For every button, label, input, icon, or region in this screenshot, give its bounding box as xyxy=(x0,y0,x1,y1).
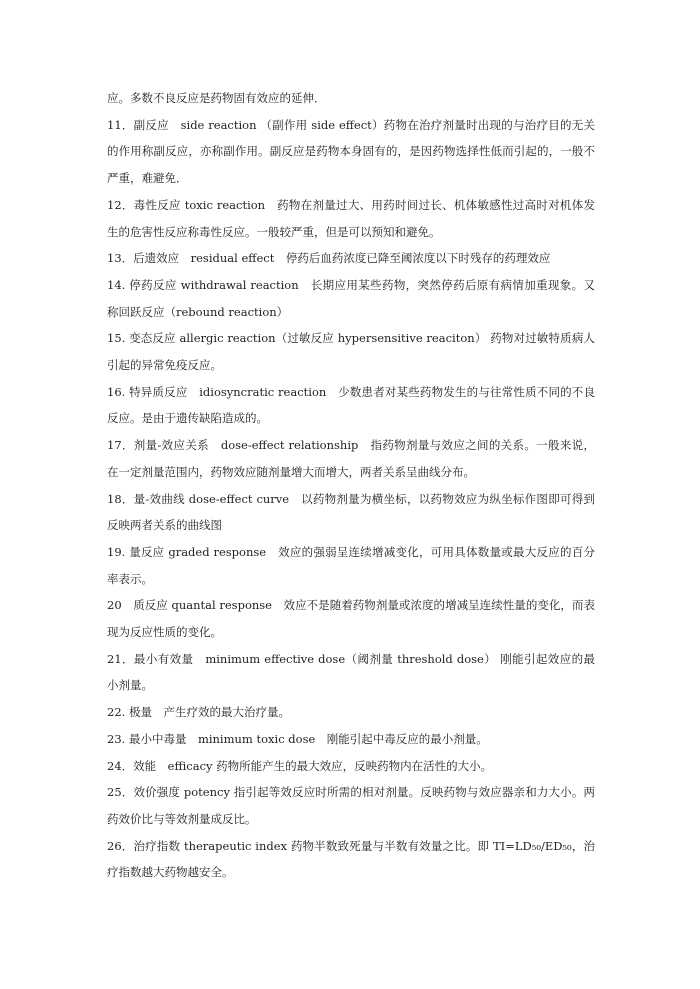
paragraph-continuation: 应。多数不良反应是药物固有效应的延伸． xyxy=(107,91,326,105)
paragraph-quantal-response: 20 质反应 quantal response 效应不是随着药物剂量或浓度的增减呈连续性量的变化，而表现为反应性质的变化。 xyxy=(107,598,595,640)
paragraph-allergic-reaction: 15. 变态反应 allergic reaction（过敏反应 hypersensitive reaciton） 药物对过敏特质病人引起的异常免疫反应。 xyxy=(107,331,595,373)
paragraph-graded-response: 19. 量反应 graded response 效应的强弱呈连续增减变化，可用具体数量或最大反应的百分率表示。 xyxy=(107,544,595,586)
paragraph-side-reaction: 11．副反应 side reaction （副作用 side effect）药物在治疗剂量时出现的与治疗目的无关的作用称副反应，亦称副作用。副反应是药物本身固有的，是因药物选择性低而引起的，一般不严重，难避免． xyxy=(107,117,595,186)
paragraph-therapeutic-index: 26．治疗指数 therapeutic index 药物半数致死量与半数有效量之比。即 TI=LD₅₀/ED₅₀，治疗指数越大药物越安全。 xyxy=(107,838,595,880)
paragraph-withdrawal-reaction: 14. 停药反应 withdrawal reaction 长期应用某些药物，突然停药后原有病情加重现象。又称回跃反应（rebound reaction） xyxy=(107,277,595,319)
paragraph-dose-effect-curve: 18．量-效曲线 dose-effect curve 以药物剂量为横坐标，以药物效应为纵坐标作图即可得到反映两者关系的曲线图 xyxy=(107,491,595,533)
paragraph-potency: 25．效价强度 potency 指引起等效反应时所需的相对剂量。反映药物与效应器亲和力大小。两药效价比与等效剂量成反比。 xyxy=(107,785,595,826)
document-body xyxy=(107,85,595,886)
paragraph-residual-effect: 13．后遗效应 residual effect 停药后血药浓度已降至阈浓度以下时残存的药理效应 xyxy=(107,251,551,266)
paragraph-dose-effect-relationship: 17．剂量-效应关系 dose-effect relationship 指药物剂量与效应之间的关系。一般来说，在一定剂量范围内，药物效应随剂量增大而增大，两者关系呈曲线分布。 xyxy=(107,438,595,479)
paragraph-toxic-reaction: 12．毒性反应 toxic reaction 药物在剂量过大、用药时间过长、机体敏感性过高时对机体发生的危害性反应称毒性反应。一般较严重，但是可以预知和避免。 xyxy=(107,197,595,239)
paragraph-minimum-toxic-dose: 23. 最小中毒量 minimum toxic dose 刚能引起中毒反应的最小剂量。 xyxy=(107,731,488,746)
paragraph-minimum-effective-dose: 21．最小有效量 minimum effective dose（阈剂量 threshold dose） 刚能引起效应的最小剂量。 xyxy=(107,651,595,693)
paragraph-efficacy: 24．效能 efficacy 药物所能产生的最大效应，反映药物内在活性的大小。 xyxy=(107,758,493,773)
paragraph-idiosyncratic-reaction: 16. 特异质反应 idiosyncratic reaction 少数患者对某些药物发生的与往常性质不同的不良反应。是由于遗传缺陷造成的。 xyxy=(107,384,595,426)
paragraph-maximum-dose: 22. 极量 产生疗效的最大治疗量。 xyxy=(107,705,290,720)
